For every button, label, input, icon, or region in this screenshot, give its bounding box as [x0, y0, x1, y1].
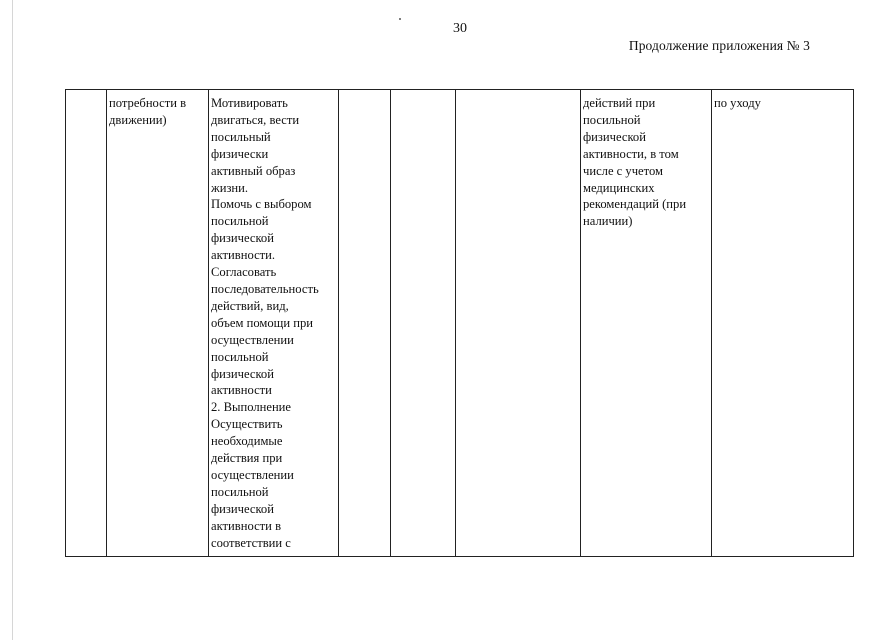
- scan-speck: [399, 18, 401, 20]
- table-cell-empty: [339, 90, 391, 557]
- table-row: [66, 90, 854, 557]
- page-number: 30: [453, 21, 467, 36]
- table-cell-need: потребности в движении): [107, 90, 209, 557]
- table-cell-responsible: по уходу: [712, 90, 854, 557]
- appendix-continuation-label: Продолжение приложения № 3: [628, 38, 810, 53]
- table-cell-empty: [456, 90, 581, 557]
- table-cell-actions: Мотивировать двигаться, вести посильный физически активный образ жизни. Помочь с выбором посильной физической активности. Согласовать последовательность действий, вид, объем помощи при осуществлении посильной физической активности 2. Выполнение Осуществить необходимые действия при осуществлении посильной физической активности в соответствии с: [209, 90, 339, 557]
- page-margin-line: [12, 0, 13, 640]
- document-table: [65, 89, 854, 557]
- table-cell-number: [66, 90, 107, 557]
- table-cell-empty: [391, 90, 456, 557]
- table-cell-result: действий при посильной физической активности, в том числе с учетом медицинских рекомендаций (при наличии): [581, 90, 712, 557]
